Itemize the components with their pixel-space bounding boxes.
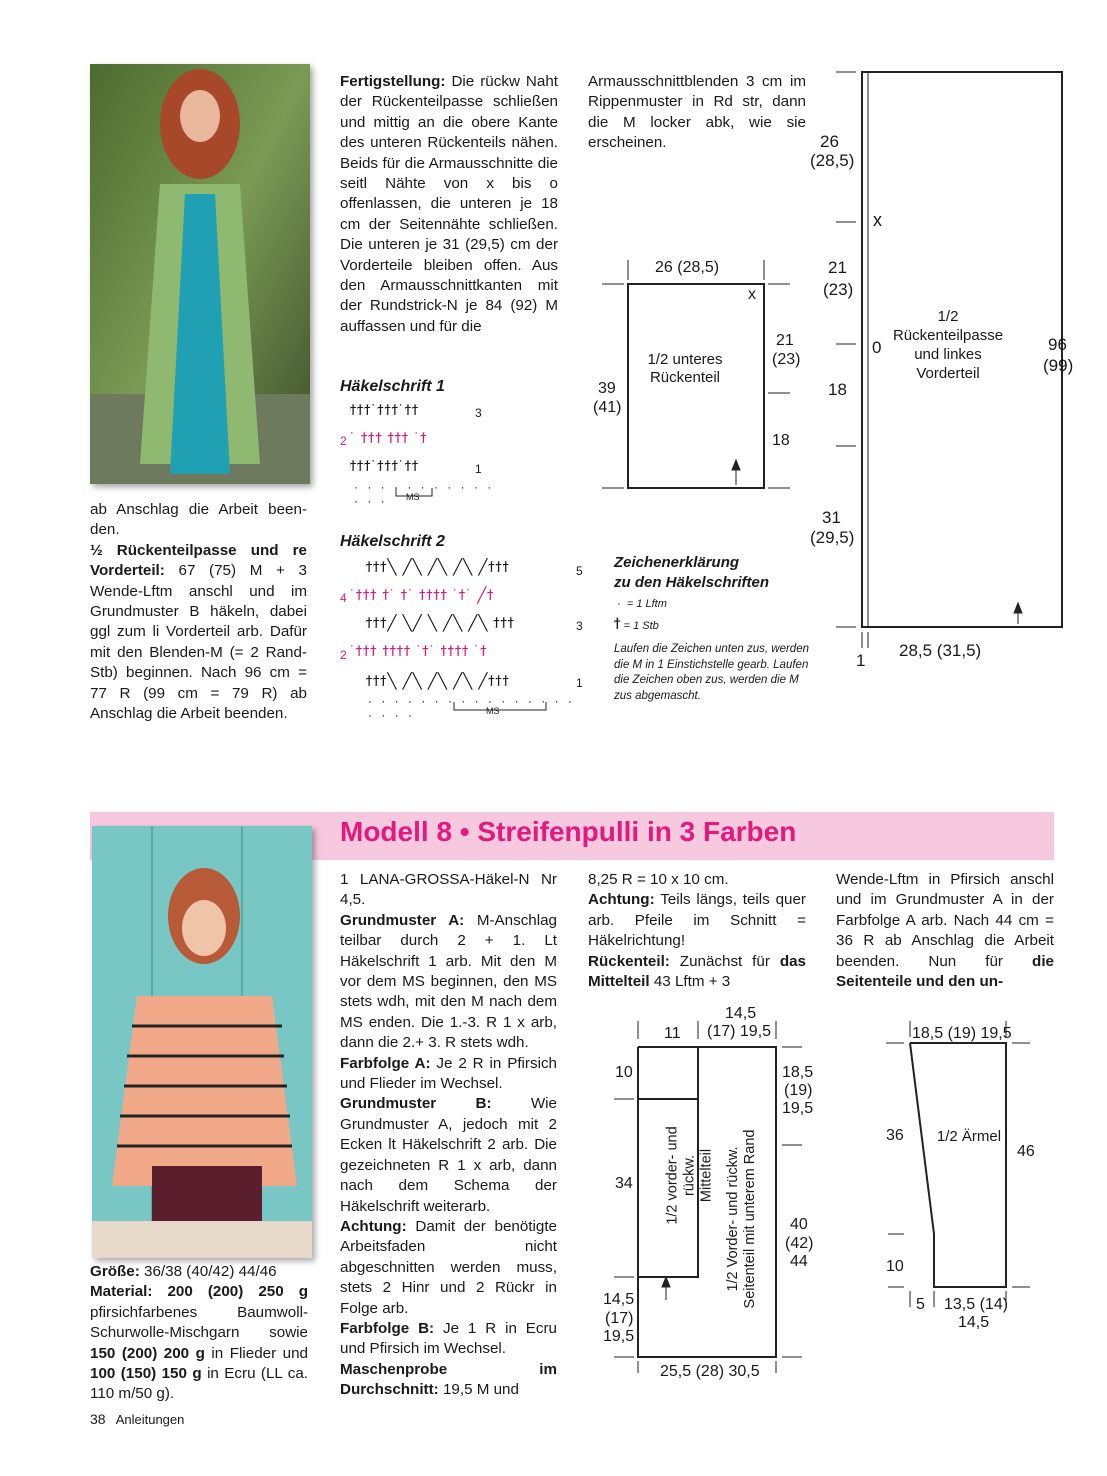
row-number: 2 [340, 648, 347, 662]
dim-height-alt: (41) [593, 399, 622, 416]
schema-sleeve [880, 1015, 1040, 1315]
dim-mid: 18 [828, 380, 847, 399]
schema-label: Rückenteilpasse [892, 327, 1004, 344]
schema-label: 1/2 unteres [647, 351, 723, 368]
vertical-label [665, 1086, 716, 1266]
legend-item: · = 1 Lftm [614, 598, 667, 610]
row-number: 1 [475, 462, 482, 476]
chain-dots: · · · · · · · · · · · · · · [354, 480, 495, 508]
dim-top: 26 [820, 132, 839, 151]
row-number: 1 [576, 676, 583, 690]
paragraph: Größe: 36/38 (40/42) 44/46 [90, 1263, 277, 1280]
ms-label: MS [486, 706, 500, 716]
schema-label: Mittelteil [698, 1148, 715, 1203]
legend-title: Zeichenerklärung [614, 554, 740, 571]
chart-row: ϯϯϯ╲ ╱╲ ╱╲ ╱╲ ╱ϯϯϯ [366, 559, 510, 576]
paragraph: Armausschnittblenden 3 cm im Rippenmuster in Rd str, dann die M locker abk, wie sie erscheinen. [588, 73, 806, 152]
chart-row: ϯϯϯ╲ ╱╲ ╱╲ ╱╲ ╱ϯϯϯ [366, 673, 510, 690]
schema-label: 1/2 Vorder- und rückw. [725, 1146, 741, 1292]
dim-mark-x: x [748, 286, 756, 303]
finishing-text [340, 72, 558, 337]
dim-edge: 1 [856, 651, 866, 670]
paragraph: ½ Rückenteilpasse und re Vorderteil: 67 (75) M + 3 Wende-Lftm anschl und im Grundmuster B häkeln, dabei ggl zum li Vorderteil arb. Dafür mit den Blenden-M (= 2 Rand-Stb) beginnen. Nach 96 cm = 77 R (99 cm = 79 R) ab Anschlag die Arbeit beenden. [90, 541, 307, 723]
dim-total: 96 [1048, 335, 1067, 354]
dim-top: 14,5 [725, 1005, 757, 1022]
crochet-chart-1 [340, 400, 500, 510]
material-text [90, 1262, 308, 1405]
armhole-mark-o: 0 [872, 338, 882, 357]
dim-left: 34 [615, 1175, 633, 1192]
vertical-label [725, 1104, 759, 1334]
paragraph: Farbfolge B: Je 1 R in Ecru und Pfirsich im Wechsel. [340, 1319, 557, 1358]
paragraph: Fertigstellung: Die rückw Naht der Rückenteilpasse schließen und mittig an die obere Kante des unteren Rückenteils nähen. Beids für die Armausschnitte die seitl Nähte von x bis o offenlassen, die unteren je 18 cm der Seitennähte schließen. Die unteren je 31 (29,5) cm der Vorderteile bleiben offen. Aus den Armausschnittkanten mit der Rundstrick-N je 84 (92) M auffassen und für die [340, 73, 558, 335]
dim-bottom: 28,5 (31,5) [899, 641, 982, 660]
dim-side-alt: (23) [772, 351, 801, 368]
schema-label: 1/2 Ärmel [936, 1128, 1002, 1145]
chart-row: ϯϯϯ╱ ╲╱ ╲ ╱╲ ╱╲ ϯϯϯ [366, 615, 515, 632]
dim-right: 46 [1017, 1143, 1035, 1160]
legend-item: ϯ = 1 Stb [614, 616, 659, 633]
dim-top-alt: (28,5) [810, 151, 855, 170]
dim-low-alt: (29,5) [810, 528, 855, 547]
page-footer [90, 1411, 184, 1427]
paragraph: ab Anschlag die Arbeit been-den. [90, 501, 307, 539]
schema-label: und linkes [914, 346, 982, 363]
chart-row: ϯϯϯ˙ϯϯϯ˙ϯϯ [350, 458, 420, 475]
model-photo-pullover [92, 826, 312, 1258]
dim-side: 18 [772, 432, 790, 449]
schema-label: rückw. [681, 1154, 698, 1197]
chart-title: Häkelschrift 2 [340, 533, 445, 550]
legend-note: Laufen die Zeichen unten zus, werden die M in 1 Einstichstelle gearb. Laufen die Zeichen oben zus, werden die M zus abgemascht. [614, 643, 809, 702]
chart-title: Häkelschrift 1 [340, 378, 445, 395]
paragraph: Wende-Lftm in Pfirsich anschl und im Grundmuster A in der Farbfolge A arb. Nach 44 cm = 36 R ab Anschlag die Arbeit beenden. Nun für die Seitenteile und den un- [836, 871, 1054, 991]
paragraph: Grundmuster A: M-Anschlag teilbar durch 2 + 1. Lt Häkelschrift 1 arb. Mit den M vor dem MS beginnen, den MS stets wdh, mit den M nach dem MS enden. Die 1.-3. R 1 x arb, dann die 2.+ 3. R stets wdh. [340, 911, 557, 1052]
paragraph: Rückenteil: Zunächst für das Mittelteil 43 Lftm + 3 [588, 952, 806, 991]
paragraph: Material: 200 (200) 250 g pfirsichfarbenes Baumwoll-Schurwolle-Mischgarn sowie 150 (200) 200 g in Flieder und 100 (150) 150 g in Ecru (LL ca. 110 m/50 g). [90, 1283, 308, 1403]
legend [614, 553, 814, 704]
paragraph: Achtung: Teils längs, teils quer arb. Pfeile im Schnitt = Häkelrichtung! [588, 891, 806, 950]
schema-label: 1/2 vorder- und [664, 1126, 681, 1225]
page-number: 38 [90, 1411, 106, 1427]
dim-bottom: 5 [916, 1296, 925, 1313]
dim-right: 18,5 [782, 1064, 814, 1081]
dim-right-alt: (19) [784, 1082, 813, 1099]
instructions-text [588, 870, 806, 992]
chain-symbol-icon: · [614, 598, 627, 610]
dim-bottom: 25,5 (28) 30,5 [660, 1363, 760, 1380]
dim-width: 26 (28,5) [655, 259, 720, 276]
paragraph: Maschenprobe im Durchschnitt: 19,5 M und [340, 1360, 557, 1399]
dim-right-alt: 19,5 [782, 1100, 814, 1117]
armhole-text [588, 72, 806, 154]
chart-row: ˙ϯϯϯ ϯϯϯϯ ˙ϯ˙ ϯϯϯϯ ˙ϯ [350, 643, 488, 660]
chart-row: ˙ ϯϯϯ ϯϯϯ ˙ϯ [350, 430, 428, 447]
dim-right-alt: (42) [785, 1235, 814, 1252]
stitch-symbol-icon: ϯ [614, 616, 621, 633]
schema-label: Seitenteil mit unterem Rand [742, 1129, 758, 1309]
dim-left: 36 [886, 1127, 904, 1144]
schema-label: Vorderteil [916, 365, 980, 382]
paragraph: 8,25 R = 10 x 10 cm. [588, 871, 729, 888]
dim-left: 10 [615, 1064, 633, 1081]
section-label: Anleitungen [115, 1412, 185, 1427]
schema-label: 1/2 [937, 308, 959, 325]
section-title: Modell 8 • Streifenpulli in 3 Farben [340, 816, 797, 847]
dim-bottom: 14,5 [958, 1314, 990, 1331]
instructions-text-2 [836, 870, 1054, 992]
row-number: 4 [340, 591, 347, 605]
armhole-mark-x: x [873, 210, 882, 230]
left-text-column [90, 500, 307, 724]
dim-top-left: 11 [664, 1025, 681, 1042]
dim-left: 10 [886, 1258, 904, 1275]
dim-mid: 21 [828, 258, 847, 277]
dim-left-alt: (17) [605, 1310, 634, 1327]
schema-label: Rückenteil [649, 369, 721, 386]
pattern-text [340, 870, 557, 1401]
legend-subtitle: zu den Häkelschriften [614, 574, 770, 591]
row-number: 2 [340, 434, 347, 448]
paragraph: Grundmuster B: Wie Grundmuster A, jedoch mit 2 Ecken lt Häkelschrift 2 arb. Die gezeichneten R 1 x arb, dann nach dem Schema der Häkelschrift weiterarb. [340, 1095, 557, 1215]
dim-total-alt: (99) [1043, 356, 1074, 375]
dim-side: 21 [776, 332, 794, 349]
dim-left-alt: 19,5 [603, 1328, 635, 1345]
crochet-chart-2 [338, 556, 588, 726]
row-number: 3 [576, 619, 583, 633]
dim-height: 39 [598, 380, 616, 397]
dim-top-alt: (17) 19,5 [707, 1023, 772, 1040]
dim-right-alt: 44 [790, 1253, 808, 1270]
chart-row: ϯϯϯ˙ϯϯϯ˙ϯϯ [350, 402, 420, 419]
paragraph: Achtung: Damit der benötigte Arbeitsfaden nicht abgeschnitten werden muss, stets 2 Hinr und 2 Rückr in Folge arb. [340, 1217, 557, 1317]
chart-row: ˙ϯϯϯ ϯ˙ ϯ˙ ϯϯϯϯ ˙ϯ˙ ╱ϯ [350, 587, 495, 604]
row-number: 5 [576, 564, 583, 578]
paragraph: 1 LANA-GROSSA-Häkel-N Nr 4,5. [340, 871, 557, 909]
dim-right: 40 [790, 1216, 808, 1233]
model-photo-cardigan [90, 64, 310, 484]
paragraph: Farbfolge A: Je 2 R in Pfirsich und Flieder im Wechsel. [340, 1054, 557, 1093]
dim-mid-alt: (23) [823, 280, 854, 299]
dim-bottom: 13,5 (14) [944, 1296, 1009, 1313]
chain-dots: · · · · · · · · · · · · · · · · · · · · [368, 694, 575, 722]
row-number: 3 [475, 406, 482, 420]
dim-low: 31 [822, 508, 841, 527]
ms-label: MS [406, 492, 420, 502]
dim-left: 14,5 [603, 1291, 635, 1308]
dim-top: 18,5 (19) 19,5 [912, 1025, 1012, 1042]
